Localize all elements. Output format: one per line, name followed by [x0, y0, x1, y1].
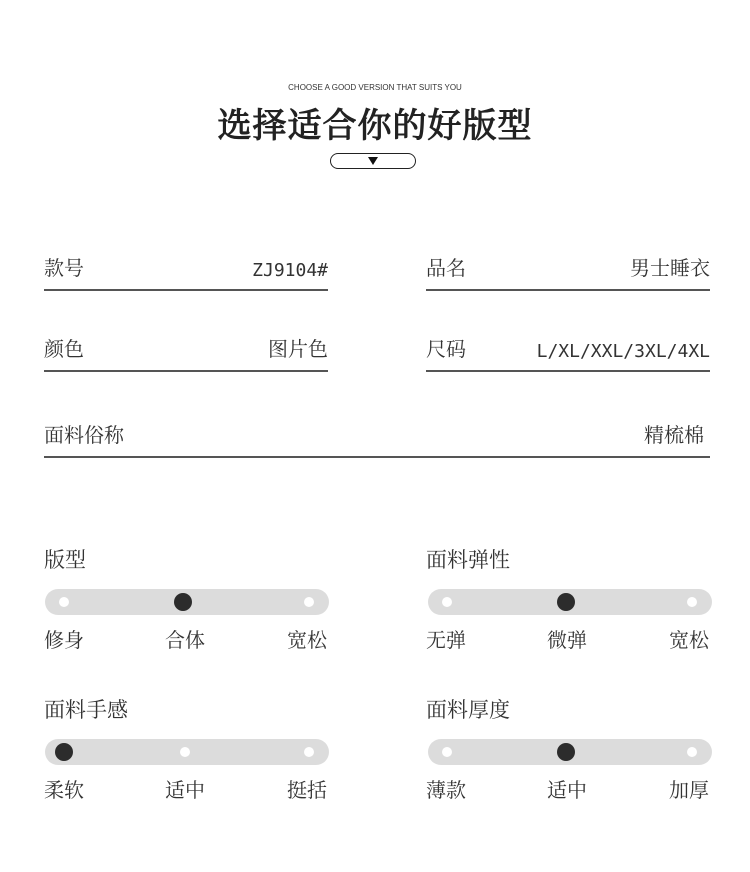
- spec-value: L/XL/XXL/3XL/4XL: [536, 341, 710, 362]
- spec-label: 面料俗称: [44, 423, 124, 447]
- spec-size: [426, 332, 710, 372]
- spec-fabric: [44, 418, 710, 458]
- scale-option: 柔软: [44, 778, 84, 802]
- scale-option: 适中: [165, 778, 205, 802]
- page-title: 选择适合你的好版型: [217, 106, 533, 146]
- scale-dot: [304, 747, 314, 757]
- triangle-down-icon: [368, 157, 378, 165]
- scale-dot-selected: [55, 743, 73, 761]
- header-subtitle: CHOOSE A GOOD VERSION THAT SUITS YOU: [288, 83, 462, 92]
- scale-title-handfeel: 面料手感: [44, 698, 128, 722]
- scale-title-thickness: 面料厚度: [426, 698, 510, 722]
- scale-track-fit: [45, 589, 329, 615]
- scale-dot-selected: [174, 593, 192, 611]
- spec-value: 图片色: [268, 337, 328, 361]
- scale-option: 适中: [547, 778, 587, 802]
- scale-dot: [687, 597, 697, 607]
- spec-style-no: [44, 251, 328, 291]
- spec-color: [44, 332, 328, 372]
- scale-option: 加厚: [669, 778, 709, 802]
- scale-title-fit: 版型: [44, 548, 86, 572]
- scale-option: 挺括: [287, 778, 327, 802]
- scale-dot: [304, 597, 314, 607]
- scale-track-thickness: [428, 739, 712, 765]
- spec-label: 品名: [426, 256, 466, 280]
- scale-option: 合体: [165, 628, 205, 652]
- scale-track-handfeel: [45, 739, 329, 765]
- scale-dot-selected: [557, 593, 575, 611]
- scale-option: 宽松: [669, 628, 709, 652]
- scale-option: 薄款: [426, 778, 466, 802]
- scale-option: 修身: [44, 628, 84, 652]
- scale-track-elasticity: [428, 589, 712, 615]
- scroll-pill: [330, 153, 416, 169]
- spec-value: 精梳棉: [644, 423, 704, 447]
- spec-value: 男士睡衣: [630, 256, 710, 280]
- scale-option: 宽松: [287, 628, 327, 652]
- scale-title-elasticity: 面料弹性: [426, 548, 510, 572]
- scale-dot-selected: [557, 743, 575, 761]
- scale-dot: [687, 747, 697, 757]
- spec-label: 款号: [44, 256, 84, 280]
- scale-option: 无弹: [426, 628, 466, 652]
- spec-label: 尺码: [426, 337, 466, 361]
- scale-dot: [180, 747, 190, 757]
- scale-dot: [442, 597, 452, 607]
- spec-label: 颜色: [44, 337, 84, 361]
- spec-value: ZJ9104#: [252, 260, 328, 281]
- scale-dot: [442, 747, 452, 757]
- scale-dot: [59, 597, 69, 607]
- scale-option: 微弹: [547, 628, 587, 652]
- spec-product-name: [426, 251, 710, 291]
